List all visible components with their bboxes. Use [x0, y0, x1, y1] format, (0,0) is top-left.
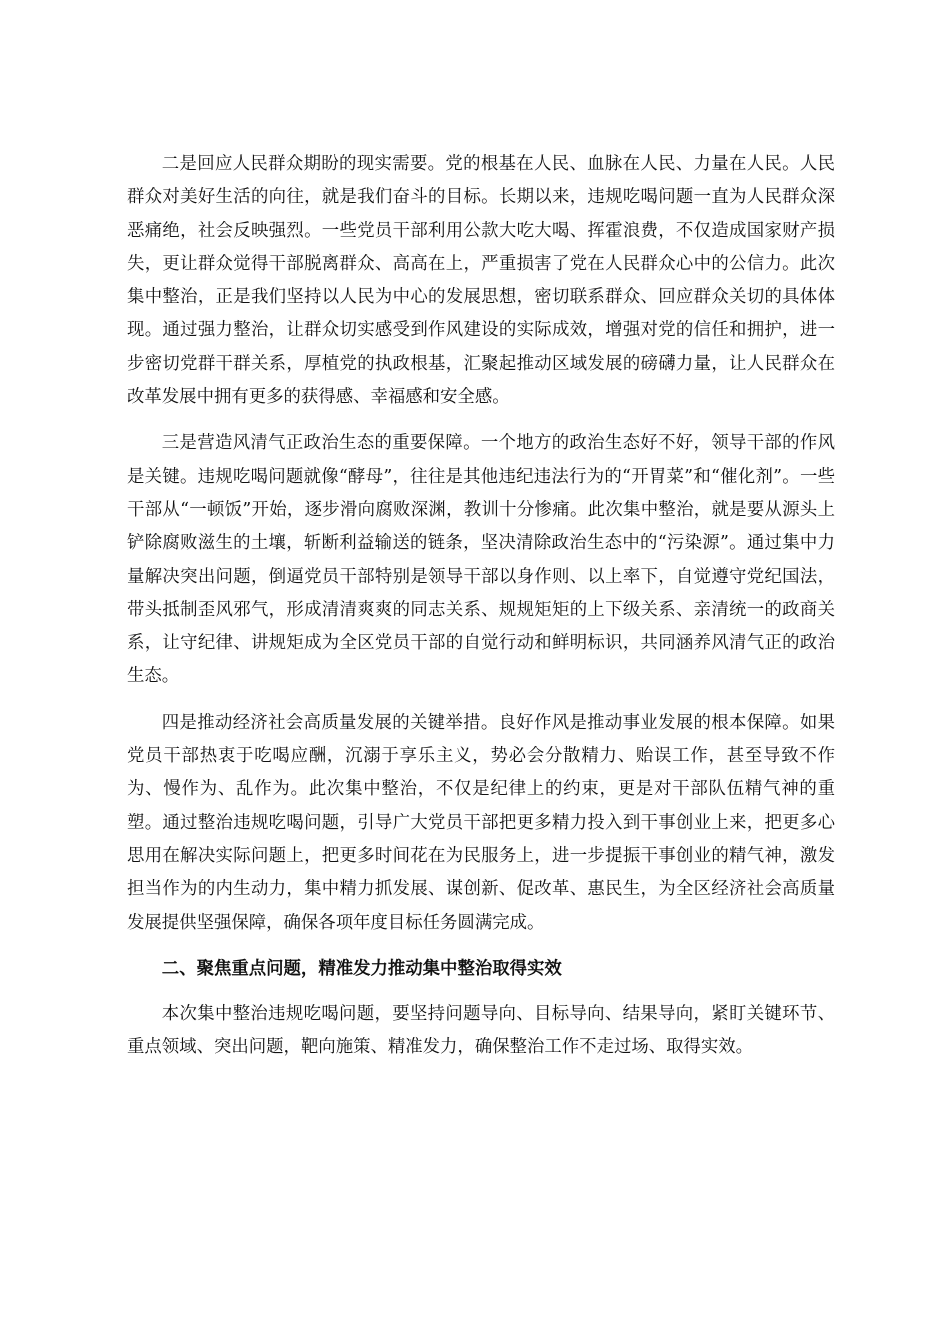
body-paragraph: 三是营造风清气正政治生态的重要保障。一个地方的政治生态好不好，领导干部的作风是关键。违规吃喝问题就像“酵母”，往往是其他违纪违法行为的“开胃菜”和“催化剂”。一些干部从“一顿饭”开始，逐步滑向腐败深渊，教训十分惨痛。此次集中整治，就是要从源头上铲除腐败滋生的土壤，斩断利益输送的链条，坚决清除政治生态中的“污染源”。通过集中力量解决突出问题，倒逼党员干部特别是领导干部以身作则、以上率下，自觉遵守党纪国法，带头抵制歪风邪气，形成清清爽爽的同志关系、规规矩矩的上下级关系、亲清统一的政商关系，让守纪律、讲规矩成为全区党员干部的自觉行动和鲜明标识，共同涵养风清气正的政治生态。	[127, 433, 835, 687]
body-paragraph: 二是回应人民群众期盼的现实需要。党的根基在人民、血脉在人民、力量在人民。人民群众对美好生活的向往，就是我们奋斗的目标。长期以来，违规吃喝问题一直为人民群众深恶痛绝，社会反映强烈。一些党员干部利用公款大吃大喝、挥霍浪费，不仅造成国家财产损失，更让群众觉得干部脱离群众、高高在上，严重损害了党在人民群众心中的公信力。此次集中整治，正是我们坚持以人民为中心的发展思想，密切联系群众、回应群众关切的具体体现。通过强力整治，让群众切实感受到作风建设的实际成效，增强对党的信任和拥护，进一步密切党群干群关系，厚植党的执政根基，汇聚起推动区域发展的磅礴力量，让人民群众在改革发展中拥有更多的获得感、幸福感和安全感。	[127, 154, 835, 408]
section-heading: 二、聚焦重点问题，精准发力推动集中整治取得实效	[161, 958, 562, 979]
body-paragraph: 本次集中整治违规吃喝问题，要坚持问题导向、目标导向、结果导向，紧盯关键环节、重点领域、突出问题，靶向施策、精准发力，确保整治工作不走过场、取得实效。	[127, 1004, 835, 1058]
body-paragraph: 四是推动经济社会高质量发展的关键举措。良好作风是推动事业发展的根本保障。如果党员干部热衷于吃喝应酬，沉溺于享乐主义，势必会分散精力、贻误工作，甚至导致不作为、慢作为、乱作为。此次集中整治，不仅是纪律上的约束，更是对干部队伍精气神的重塑。通过整治违规吃喝问题，引导广大党员干部把更多精力投入到干事创业上来，把更多心思用在解决实际问题上，把更多时间花在为民服务上，进一步提振干事创业的精气神，激发担当作为的内生动力，集中精力抓发展、谋创新、促改革、惠民生，为全区经济社会高质量发展提供坚强保障，确保各项年度目标任务圆满完成。	[127, 712, 835, 933]
document-body	[127, 148, 835, 1078]
